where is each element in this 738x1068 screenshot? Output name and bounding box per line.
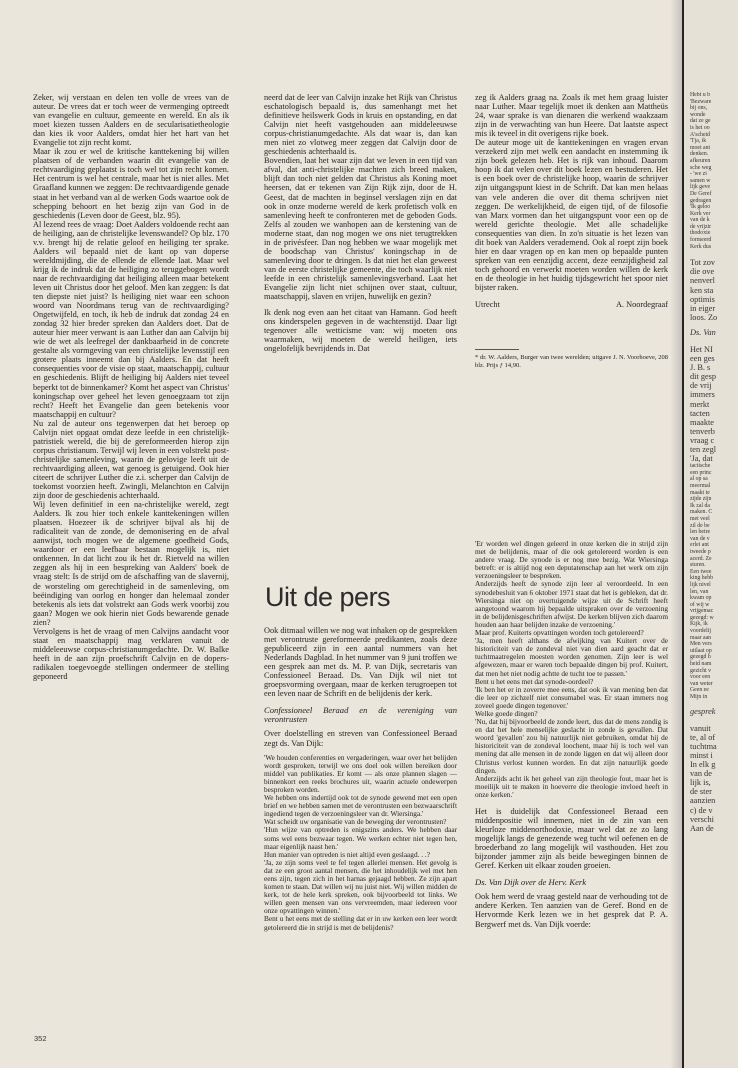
right-page-fragment: voordelij	[690, 628, 711, 635]
right-page-fragment: de vrijzir	[690, 223, 712, 230]
right-page-fragments	[690, 92, 738, 833]
right-page-fragment: vrijgemac	[690, 608, 714, 615]
right-page-fragment: Ds. Van	[690, 327, 716, 337]
column-3-top	[475, 93, 668, 533]
quote-paragraph: 'Er worden wel dingen geleerd in onze kerken die in strijd zijn met de belijdenis, maar of die ook getolereerd worden is een andere vraag. De synode is er nog mee bezig. Wat Wiersinga betreft: er is altijd nog een deputatenschap aan het werk om zijn verzoeningsleer te bespreken.	[475, 540, 668, 581]
intro-paragraph: Ook ditmaal willen we nog wat inhaken op de gesprekken met verontruste gereformeerde predikanten, zoals deze gepubliceerd zijn in een aantal nummers van het Nederlands Dagblad. In het nummer van 9 juni troffen we een gesprek aan met ds. M. P. van Dijk, secretaris van Confessioneel Beraad. Ds. Van Dijk wil niet tot groepsvorming overgaan, maar de kerken terugroepen tot een leven naar de Schrift en de belijdenis der kerk.	[264, 626, 457, 699]
quote-paragraph: We hebben ons indertijd ook tot de synode gewend met een open brief en we hebben samen met de verontrusten een bezwaarschrift ingediend tegen de verzoeningsleer van dr. Wiersinga.'	[264, 793, 457, 819]
page-number: 352	[34, 1034, 47, 1043]
quote-paragraph: Maar prof. Kuiterts opvattingen worden toch getolereerd?	[475, 628, 644, 638]
right-page-fragment: de vrij	[690, 381, 712, 391]
footnote-rule	[475, 349, 519, 350]
right-page-fragment: tactische	[690, 463, 711, 470]
right-page-fragment: te, al of	[690, 732, 716, 742]
column-2-bottom	[264, 626, 457, 1036]
right-page-fragment: is het oo	[690, 124, 710, 131]
right-page-fragment: meermal	[690, 483, 711, 489]
quote-paragraph: Bent u het eens met de stelling dat er in uw kerken een leer wordt getolereerd die in strijd is met de belijdenis?	[264, 914, 457, 932]
quote-paragraph: 'Ja, men heeft althans de afwijking van Kuitert over de historiciteit van de zondeval niet van dien aard geacht dat er tuchtmaatregelen moesten worden genomen. Zijn leer is wel afgewezen, maar er waren toch bepaalde dingen bij prof. Kuitert, dat men het niet nodig achtte de tucht toe te passen.'	[475, 636, 668, 678]
right-page-fragment: die ove	[690, 267, 715, 277]
right-page-fragment: 'Bezware	[690, 98, 712, 105]
right-page-fragment: 'Ja, dat	[690, 454, 713, 464]
right-page-fragment: Aan de	[690, 823, 714, 833]
right-page-fragment: samen w	[690, 177, 711, 184]
col1-paragraph: Nu zal de auteur ons tegenwerpen dat het beroep op Calvijn niet opgaat omdat deze leefde in een christelijk-patristiek wereld, die bij de gereformeerden hierop zijn corpus christianum. Terwijl wij leven in een volstrekt post-christelijke samenleving, waarin de gelovige leeft uit de rechtvaardiging alleen, wat genoeg is getuigend. Ook hier citeert de schrijver Luther die z.i. scherper dan Calvijn de toekomst voorzien heeft. Zwingli, Melanchton en Calvijn zijn door de geschiedenis achterhaald.	[33, 418, 229, 501]
right-page-fragment: 'Tja, ik	[690, 138, 707, 145]
right-page-fragment: maken. C	[690, 509, 713, 516]
right-page-fragment: lijk is,	[690, 778, 711, 788]
col3-paragraph: zeg ik Aalders graag na. Zoals ik met hem graag luister naar Luther. Maar tegelijk moet ik denken aan Mattheüs 24, waar sprake is van dienaren die werkend waakzaam zijn in de verwachting van hun Heere. Dat laatste aspect mis ik teveel in dit overigens rijke boek.	[475, 93, 668, 139]
col2-paragraph: Ik denk nog even aan het citaat van Hamann. God heeft ons kinderspelen gegeven in de wachtenstijd. Daar ligt tegenover alle wetticisme van: wij moeten ons waarmaken, wij moeten de wereld heiligen, iets ongelofelijk bevrijdends in. Dat	[264, 308, 457, 354]
subheading-herv-kerk: Ds. Van Dijk over de Herv. Kerk	[475, 877, 587, 888]
col2-paragraph: Bovendien, laat het waar zijn dat we leven in een tijd van afval, dat anti-christelijke machten zich breed maken, blijft dan toch niet gelden dat Christus als Koning moet heersen, dat er tekenen van Zijn Rijk zijn, door de H. Geest, dat de machten in beginsel verslagen zijn en dat ook in onze moderne wereld de kerk profetisch volk en samenleving heeft te confronteren met de geboden Gods. Zelfs al zouden we wanhopen aan de kerstening van de moderne staat, dan nog mogen we ons niet terugtrekken in de privésfeer. Dan nog hebben we waar mogelijk met de boodschap van Christus' koningschap in de samenleving door te dringen. Is dat niet het elan geweest van de eerste christelijke gemeente, die toch waarlijk niet leefde in een christelijk samenlevingsverband. Laat het Evangelie zijn licht niet schijnen over staat, cultuur, maatschappij, slaven en vrijen, huwelijk en gezin?	[264, 156, 457, 302]
subheading-confessioneel: Confessioneel Beraad en de vereniging van verontrusten	[264, 705, 457, 725]
quote-paragraph: Anderzijds acht ik het geheel van zijn theologie fout, maar het is moeilijk uit te maken in hoeverre die theologie invloed heeft in onze kerken.'	[475, 773, 668, 799]
right-page-fragment: formeerd	[690, 237, 712, 244]
col2-paragraph: neerd dat de leer van Calvijn inzake het Rijk van Christus eschatologisch bepaald is, dus samenhangt met het definitieve heilswerk Gods in kruis en opstanding, en dat Calvijn niet heeft vastgehouden aan middeleeuwse corpus-christianumgedachte. Als dat waar is, dan kan men niet zo vlotweg meer zeggen dat Calvijn door de geschiedenis achterhaald is.	[264, 93, 457, 157]
column-2-top	[264, 93, 457, 531]
right-page-fragment: gesprek	[690, 706, 716, 716]
right-page-fragment: tacten	[690, 408, 710, 418]
right-page-fragment: of wij w	[690, 601, 710, 608]
right-page-fragment: in eiger	[690, 303, 716, 313]
footnote: * dr. W. Aalders, Burger van twee werelden; uitgave J. N. Voorhoeve, 208 blz. Prijs ƒ 14,90.	[475, 354, 668, 370]
right-page-fragment: Mijn in	[690, 694, 708, 700]
quote-paragraph: 'We houden conferenties en vergaderingen, waar over het belijden wordt gesproken, terwijl we ons doel ook willen bereiken door middel van publikaties. Er komt — als onze plannen slagen — binnenkort een reeks brochures uit, waarin actuele ondewerpen besproken worden.	[264, 752, 457, 794]
right-page-fragment: moet ant	[690, 144, 711, 151]
right-page-fragment: Kerk dus	[690, 243, 712, 250]
right-page-fragment: maar aan	[690, 634, 712, 641]
right-page-fragment: tuchtma	[690, 741, 717, 751]
right-page-fragment: bij ons,	[690, 105, 708, 112]
right-page-fragment: zijde zijn	[690, 496, 712, 503]
col1-paragraph: Vervolgens is het de vraag of men Calvijns aandacht voor staat en maatschappij mag verklaren vanuit de middeleeuwse corpus-christianumgedachte. Dr. W. Balke heeft in de aan zijn proefschrift Calvijn en de dopers-radikalen toegevoegde stellingen ondermeer de stelling geponeerd	[33, 626, 229, 681]
right-page-fragment: Het NI	[690, 345, 713, 354]
col1-paragraph: Maar ik zou er wel de kritische kanttekening bij willen plaatsen of de verbanden waarin dit evangelie van de rechtvaardiging geplaatst is toch wel tot zijn recht komen. Het centrum is wel het centrale, maar het is niet alles. Met Graafland kunnen we zeggen: De rechtvaardigende genade staat in het verband van al de werken Gods waartoe ook de schepping behoort en het bezig zijn van God in de geschiedenis (Leven door de Geest, blz. 95).	[33, 147, 229, 220]
quote-paragraph: Bent u het eens met dat synode-oordeel?	[475, 676, 594, 686]
section-heading: Uit de pers	[265, 582, 391, 612]
right-page-fragment: ten zegl	[690, 445, 717, 455]
right-page-fragment: vraag c	[690, 435, 715, 445]
quote-paragraph: Hun manier van optreden is niet altijd even geslaagd. . .?	[264, 849, 430, 859]
right-page-fragment: een princ	[690, 469, 712, 476]
right-page-fragment: Kijk, ik	[690, 621, 708, 628]
right-page-fragment: lijk nivel	[690, 581, 711, 588]
right-page-fragment: erlei ant	[690, 542, 709, 549]
right-page-fragment: c) de v	[690, 805, 713, 815]
quote-paragraph: 'Nu, dat hij bijvoorbeeld de zonde leert, dus dat de mens zondig is en dat het hele menselijke geslacht in zonde is gevallen. Dat woord 'gevallen' zou hij natuurlijk niet gebruiken, omdat hij de historiciteit van de zondeval loochent, maar hij is toch wel van mening dat alle mensen in de zonde liggen en dat wij alleen door Christus verlost kunnen worden. En dat zijn natuurlijk goede dingen.	[475, 717, 668, 775]
right-page-fragment: aanzien	[690, 796, 716, 806]
right-page-fragment: len betre	[690, 529, 711, 536]
right-page-fragment: van de k	[690, 217, 710, 224]
right-page-fragment: afkeuren	[690, 157, 711, 164]
lead-paragraph: Over doelstelling en streven van Confessioneel Beraad zegt ds. Van Dijk:	[264, 729, 457, 748]
right-page-fragment: maakt te	[690, 489, 710, 496]
right-page-fragment: Tot zov	[690, 258, 715, 268]
right-page-fragment: Een twee	[690, 568, 712, 575]
quote-paragraph: 'Ja, ze zijn soms veel te fel tegen allerlei mensen. Het gevolg is dat ze een groot aantal mensen, die het inhoudelijk wel met hen eens zijn, tegen zich in het harnas gejaagd hebben. Ze zijn apart komen te staan. Dat willen wij nu juist niet. Wij willen midden de kerk, tot de hele kerk spreken, ook bijvoorbeeld tot links. We willen geen mensen van ons vervreemden, maar iedereen voor onze opvattingen winnen.'	[264, 857, 457, 916]
interview-quote-1	[264, 754, 457, 932]
right-page-fragment: thodoxie	[690, 230, 711, 237]
right-page-edge	[684, 0, 738, 1068]
right-page-fragment: een ges	[690, 354, 715, 364]
col1-paragraph: Al lezend rees de vraag: Doet Aalders voldoende recht aan de heiliging, aan de christelijke levenswandel? Op blz. 170 v.v. brengt hij de relatie geloof en heiliging ter sprake. Aalders wil bepaald niet de kant op van doperse wereldmijding, die de ellende de ellende laat. Maar wel krijg ik de indruk dat de heiliging zo teruggebogen wordt naar de rechtvaardiging dat heiliging alleen maar betekent leven uit Christus door het geloof. Men kan zeggen: Is dat ten diepste niet juist? Is heiliging niet waar een schoon woord van Noordmans terug van de rechtvaardiging? Ongetwijfeld, en toch, ik heb de indruk dat zondag 24 en zondag 32 hier breder spreken dan Aalders doet. Dat de auteur hier meer verwant is aan Luther dan aan Calvijn bij wie de wet als leefregel der dankbaarheid in de concrete gestalte als vormgeving van een christelijke levensstijl een grotere plaats inneemt dan bij Aalders. En dat heeft consequenties voor de visie op staat, maatschappij, cultuur en geschiedenis. Blijft de heiliging bij Aalders niet teveel beperkt tot de binnenkamer? Komt het aspect van Christus' koningschap over geheel het leven genoegzaam tot zijn recht? Heeft het Evangelie dan geen betekenis voor maatschappij en cultuur?	[33, 219, 229, 419]
right-page-fragment: dit gesp	[690, 372, 717, 382]
col1-paragraph: Wij leven definitief in een na-christelijke wereld, zegt Aalders. Ik zou hier toch enkele kanttekeningen willen plaatsen. Hoezeer ik de schrijver bijval als hij de radicaliteit van de zonde, de demonisering en de afval aanwijst, toch mogen we de algemene goedheid Gods, waardoor er een leefbaar bestaan mogelijk is, niet ontkennen. In dat licht zou ik het dr. Rietveld na willen zeggen als hij in een bespreking van Aalders' boek de vraag stelt: Is de strijd om de afschaffing van de slavernij, de worsteling om gerechtigheid in de samenleving, om beëindiging van oorlog en honger dan helemaal zonder betekenis als iets dat volstrekt aan Gods werk voorbij zou gaan? Mogen we ook hierin niet Gods bewarende genade zien?	[33, 500, 229, 627]
right-page-fragment: van weter	[690, 680, 713, 687]
right-page-fragment: Kerk ver	[690, 210, 711, 217]
quote-paragraph: 'Hun wijze van optreden is enigszins anders. We hebben daar soms wel eens bezwaar tegen. We werken echter niet tegen hen, maar eigenlijk naast hen.'	[264, 825, 457, 851]
right-page-fragment: voor een	[690, 674, 711, 681]
interview-quote-2	[475, 540, 668, 799]
quote-paragraph: 'Ik ben het er in zoverre mee eens, dat ook ik van mening ben dat die leer op zichzelf niet consumabel was. Er staan immers nog zoveel goede dingen tegenover.'	[475, 684, 668, 710]
right-page-fragment: minst i	[690, 750, 713, 760]
right-page-fragment: de ster	[690, 787, 712, 797]
right-page-fragment: zil de be	[690, 522, 710, 529]
right-page-fragment: - 'we zi	[690, 171, 707, 178]
right-page-fragment: gezicht v	[690, 667, 712, 674]
right-page-fragment: van de v	[690, 535, 710, 542]
right-page-fragment: len, van	[690, 588, 709, 595]
quote-paragraph: Welke goede dingen?	[475, 708, 538, 718]
right-page-fragment: maakte	[690, 417, 714, 427]
right-page-fragment: king hebb	[690, 575, 714, 582]
right-page-fragment: wonde	[690, 111, 706, 118]
closing-paragraph: Ook hem werd de vraag gesteld naar de verhouding tot de andere Kerken. Ten aanzien van de Geref. Bond en de Hervormde Kerk lezen we in het gesprek dat P. A. Bergwerf met ds. Van Dijk voerde:	[475, 892, 668, 929]
right-page-fragment: sturen.	[690, 562, 706, 569]
right-page-fragment: loos. Zo	[690, 312, 718, 322]
col3-paragraph: De auteur moge uit de kanttekeningen en vragen ervan verzekerd zijn met welk een aandacht en instemming ik zijn boek gelezen heb. Het is rijk van inhoud. Daarom hoop ik dat velen over dit boek lezen en bestuderen. Het is een boek over de christelijke hoop, waarin de schrijver zijn uitgangspunt kiest in de Schrift. Dat kan men helaas van vele anderen die over dit thema schrijven niet zeggen. De werkelijkheid, de eigen tijd, of de filosofie van Marx vormen dan het uitgangspunt voor een op de wereld gerichte theologie. Met alle schadelijke consequenties van dien. In zo'n situatie is het lezen van dit boek van Aalders verademend. Ook al roept zijn boek hier en daar vragen op en kan men op bepaalde punten spreken van een eenzijdig accent, deze eenzijdigheid zal toch gehoord en verwerkt moeten worden willen de kerk en de theologie in het huidig tijdsgewricht het spoor niet bijster raken.	[475, 138, 668, 292]
signature-author: A. Noordegraaf	[615, 300, 668, 310]
right-page-fragment: Men vers	[690, 641, 712, 648]
right-page-fragment: merkt	[690, 399, 710, 409]
right-page-fragment: Hebt u b	[690, 92, 710, 98]
quote-paragraph: Wat scheidt uw organisatie van de beweging der verontrusten?	[264, 817, 447, 827]
right-page-fragment: gedragen	[690, 197, 712, 204]
right-page-fragment: In elk g	[690, 760, 716, 770]
right-page-fragment: denken.	[690, 151, 709, 158]
right-page-fragment: dat ze ge	[690, 118, 711, 125]
right-page-fragment: lijk geve	[690, 184, 711, 191]
right-page-fragment: J. B. s	[690, 363, 711, 373]
right-page-fragment: kwam op	[690, 595, 712, 602]
right-page-fragment: ken sta	[690, 285, 714, 295]
signature-place: Utrecht	[475, 300, 500, 310]
right-page-fragment: met veel	[690, 515, 710, 522]
right-page-fragment: verschi	[690, 814, 714, 824]
right-page-fragment: gezegd h	[690, 654, 711, 661]
right-page-fragment: van de	[690, 769, 712, 779]
right-page-fragment: tenverb	[690, 426, 715, 436]
right-page-fragment: al op sa	[690, 476, 708, 483]
right-page-fragment: optimis	[690, 294, 715, 304]
right-page-fragment: De Geref	[690, 190, 712, 197]
right-page-fragment: heid nam	[690, 661, 712, 668]
right-page-fragment: nenverl	[690, 276, 715, 286]
column-3-bottom	[475, 540, 668, 1036]
right-page-fragment: 'Ik geloo	[690, 204, 711, 211]
signature	[475, 300, 668, 309]
right-page-fragment: A'scheid	[690, 131, 711, 138]
analysis-paragraph: Het is duidelijk dat Confessioneel Beraad een middenpositie wil innemen, niet in de zin van een kleurloze middenorthodoxie, maar wel dat ze zo lang mogelijk langs de genezende weg tucht wil oefenen en de broederband zo lang mogelijk wil vasthouden. Het zou bijzonder jammer zijn als beide bewegingen binnen de Geref. Kerken uit elkaar zouden groeien.	[475, 807, 668, 871]
col1-paragraph: Zeker, wij verstaan en delen ten volle de vrees van de auteur. De vrees dat er toch weer de vermenging optreedt van evangelie en cultuur, gemeente en wereld. En als ik moet kiezen tussen Aalders en de secularisatietheologie dan kies ik voor Aalders, omdat hier het hart van het Evangelie tot zijn recht komt.	[33, 93, 229, 148]
right-page-fragment: immers	[690, 390, 715, 400]
quote-paragraph: Anderzijds heeft de synode zijn leer al veroordeeld. In een synodebesluit van 6 oktober 1971 staat dat het is gebleken, dat dr. Wiersinga niet op overtuigende wijze uit de Schrift heeft aangetoond waarom hij bepaalde uitspraken over de verzoening in de belijdenisgeschriften afwijst. De kerken blijven zich daarom houden aan haar belijden inzake de verzoening.'	[475, 579, 668, 629]
right-page-fragment: vanuit	[690, 723, 711, 733]
right-page-fragment: gezegd: w	[690, 614, 714, 621]
right-page-fragment: Geen ee	[690, 687, 709, 694]
right-page-fragment: tweede p	[690, 548, 711, 555]
column-1	[33, 93, 229, 1023]
right-page-fragment: uitlaat op	[690, 647, 712, 654]
right-page-fragment: sche weg	[690, 164, 712, 171]
right-page-fragment: acerd. Ze	[690, 555, 712, 562]
right-page-fragment: Ik zal da	[690, 502, 710, 509]
gutter-shadow	[670, 0, 684, 1068]
